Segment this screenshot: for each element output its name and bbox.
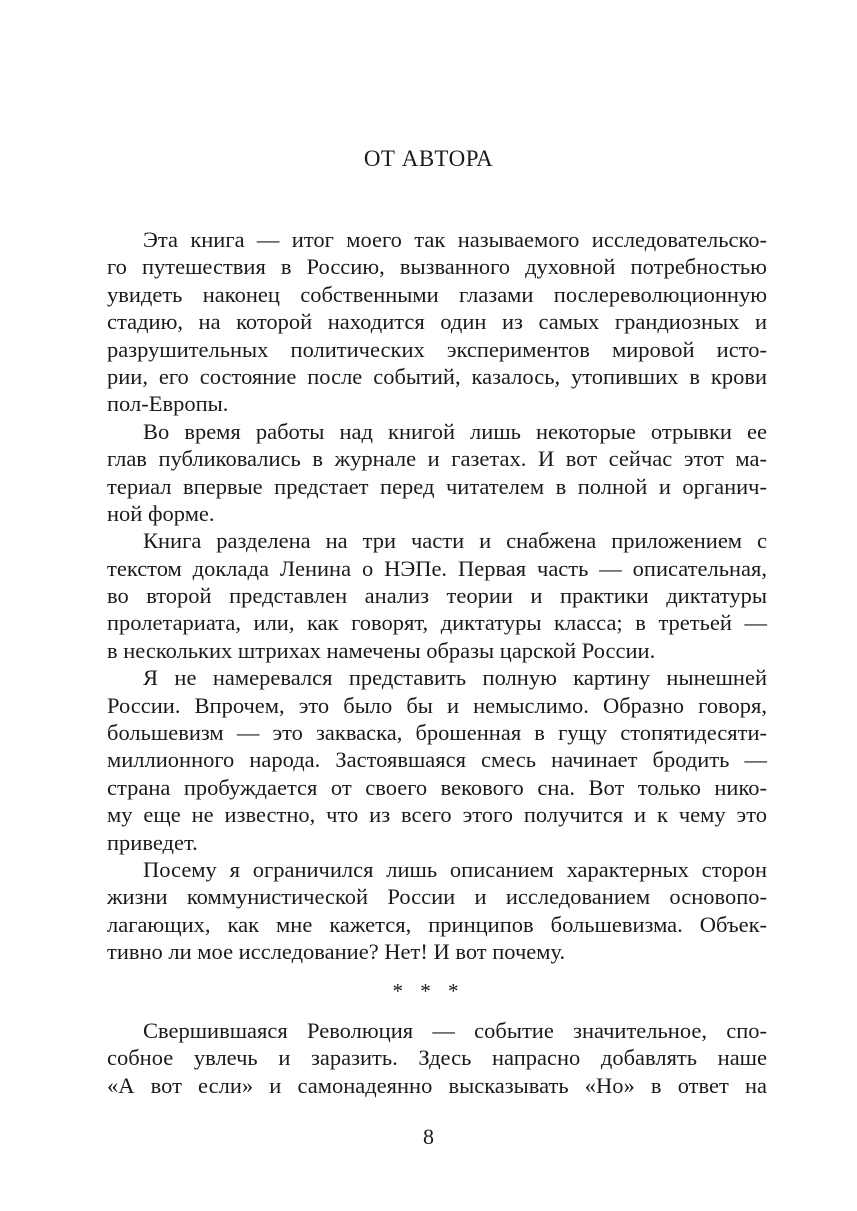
text-line: текстом доклада Ленина о НЭПе. Первая часть — описательная,	[107, 555, 767, 581]
text-line: ной форме.	[107, 500, 215, 526]
text-line: собное увлечь и заразить. Здесь напрасно добавлять наше	[107, 1045, 767, 1071]
text-line: му еще не известно, что из всего этого получится и к чему это	[107, 802, 767, 828]
text-line: во второй представлен анализ теории и практики диктатуры	[107, 583, 767, 609]
section-separator: * * *	[392, 979, 465, 1003]
text-line: Свершившаяся Революция — событие значительное, спо-	[143, 1018, 767, 1043]
main-text	[107, 226, 767, 966]
text-line: Я не намеревался представить полную картину нынешней	[143, 665, 767, 691]
text-line: Эта книга — итог моего так называемого исследовательско-	[143, 227, 767, 252]
text-line: пролетариата, или, как говорят, диктатуры класса; в третьей —	[107, 610, 767, 636]
text-line: глав публиковались в журнале и газетах. И вот сейчас этот ма-	[107, 446, 767, 472]
text-line: жизни коммунистической России и исследованием основопо-	[107, 884, 767, 910]
text-line: го путешествия в Россию, вызванного духовной потребностью	[107, 254, 767, 280]
text-line: рии, его состояние после событий, казалось, утопивших в крови	[107, 363, 767, 389]
text-line: «А вот если» и самонадеянно высказывать «Но» в ответ на	[107, 1072, 767, 1098]
text-line: пол-Европы.	[107, 391, 229, 417]
text-line: Книга разделена на три части и снабжена приложением с	[143, 528, 767, 554]
text-line: териал впервые предстает перед читателем в полной и органич-	[107, 473, 767, 499]
text-line: большевизм — это закваска, брошенная в гущу стопятидесяти-	[107, 720, 767, 746]
text-line: лагающих, как мне кажется, принципов большевизма. Объек-	[107, 911, 767, 937]
text-line: стадию, на которой находится один из самых грандиозных и	[107, 309, 767, 335]
text-line: Во время работы над книгой лишь некоторые отрывки ее	[143, 418, 767, 444]
page-number: 8	[423, 1124, 434, 1149]
text-line: приведет.	[107, 829, 198, 855]
continued-text	[107, 1017, 767, 1099]
text-line: Посему я ограничился лишь описанием характерных сторон	[143, 856, 767, 882]
text-line: в нескольких штрихах намечены образы царской России.	[107, 637, 656, 663]
chapter-title: ОТ АВТОРА	[363, 146, 494, 171]
text-line: тивно ли мое исследование? Нет! И вот почему.	[107, 939, 566, 965]
text-line: увидеть наконец собственными глазами послереволюционную	[107, 281, 767, 307]
text-line: страна пробуждается от своего векового сна. Вот только нико-	[107, 774, 767, 800]
text-line: миллионного народа. Застоявшаяся смесь начинает бродить —	[107, 747, 767, 773]
text-line: России. Впрочем, это было бы и немыслимо. Образно говоря,	[107, 692, 767, 718]
text-line: разрушительных политических экспериментов мировой исто-	[107, 336, 767, 362]
